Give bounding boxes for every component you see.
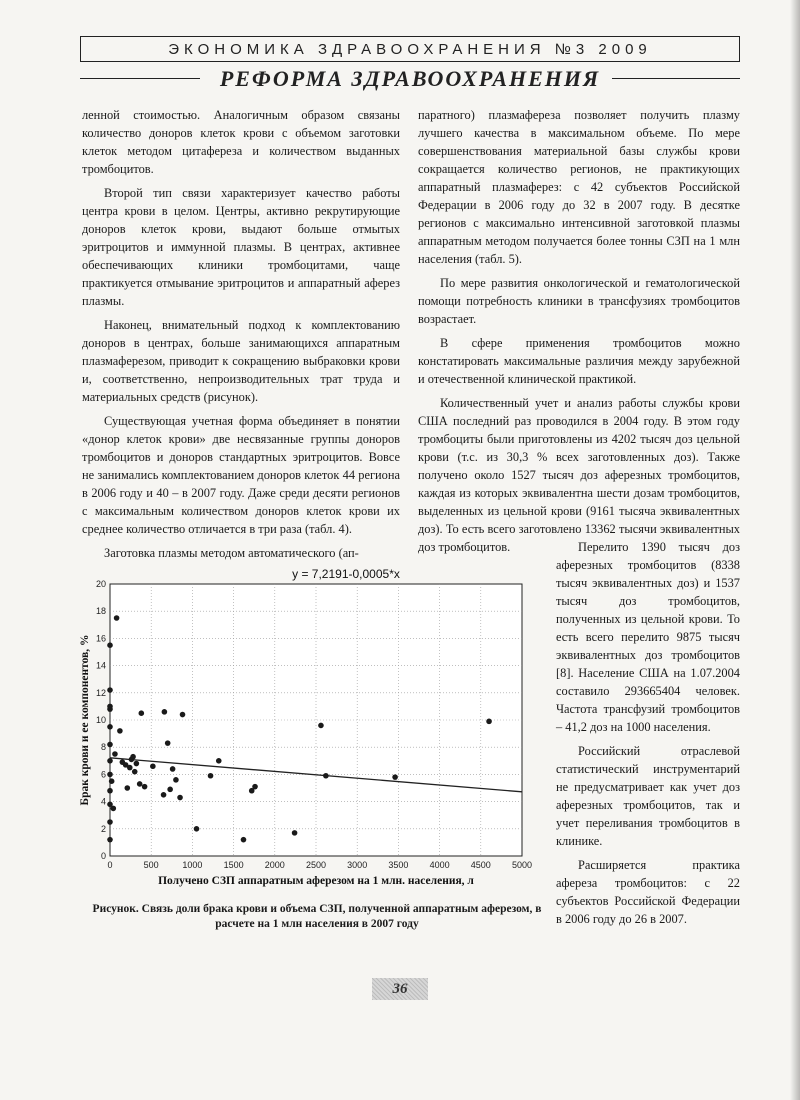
y-tick-label: 10 — [95, 715, 106, 725]
data-point — [241, 837, 247, 843]
data-point — [177, 795, 183, 801]
right-column — [418, 106, 740, 556]
y-tick-label: 16 — [95, 633, 106, 644]
x-tick-label: 3500 — [388, 860, 409, 870]
data-point — [107, 788, 113, 794]
section-title: РЕФОРМА ЗДРАВООХРАНЕНИЯ — [219, 66, 601, 91]
paragraph: Заготовка плазмы методом автоматического (ап- — [104, 546, 359, 560]
data-point — [134, 761, 140, 767]
data-point — [107, 742, 113, 748]
x-axis-label: Получено СЗП аппаратным аферезом на 1 млн. населения, л — [158, 875, 474, 887]
data-point — [107, 758, 113, 764]
data-point — [114, 615, 120, 621]
data-point — [323, 773, 329, 779]
left-column — [82, 106, 400, 562]
x-tick-label: 3000 — [347, 860, 368, 870]
y-tick-label: 2 — [100, 823, 106, 834]
data-point — [167, 787, 173, 793]
data-point — [139, 710, 145, 716]
data-point — [150, 763, 156, 769]
data-point — [173, 777, 179, 783]
paragraph: ленной стоимостью. Аналогичным образом связаны количество доноров клеток крови с объемом заготовки клеток методом цитафереза и количеством выданных тромбоцитов. — [82, 108, 400, 176]
x-tick-label: 0 — [107, 860, 113, 870]
y-tick-label: 14 — [95, 660, 106, 671]
x-tick-label: 5000 — [511, 860, 533, 870]
y-tick-label: 8 — [100, 742, 106, 753]
data-point — [107, 642, 113, 648]
page-number: 36 — [372, 978, 428, 1000]
data-point — [162, 709, 168, 715]
data-point — [125, 785, 131, 791]
data-point — [208, 773, 214, 779]
data-point — [318, 723, 324, 729]
paragraph: Второй тип связи характеризует качество работы центра крови в целом. Центры, активно рекрутирующие доноров клеток крови, выдают больше отмытых эритроцитов и иммунной плазмы. В центрах, активнее обеспечивающих клиники тромбоцитами, чаще практикуется отмывание эритроцитов и аппаратный аферез плазмы. — [82, 186, 400, 308]
data-point — [130, 754, 136, 760]
paragraph: По мере развития онкологической и гематологической помощи потребность клиники в трансфузиях тромбоцитов возрастает. — [418, 276, 740, 326]
y-tick-label: 20 — [95, 579, 106, 589]
figure-caption: Рисунок. Связь доли брака крови и объема СЗП, полученной аппаратным аферезом, в расчете на 1 млн населения в 2007 году — [92, 903, 542, 930]
data-point — [110, 806, 116, 812]
paragraph: паратного) плазмафереза позволяет получить плазму лучшего качества в максимальном объеме. По мере совершенствования материальной базы службы крови сокращается количество регионов, не практикующих аппаратный плазмаферез: с 42 субъектов Российской Федерации в 2006 году до 32 в 2007 году. В десятке регионов с максимально интенсивной заготовкой плазмы аппаратным методом получается более тонны СЗП на 1 млн населения (табл. 5). — [418, 108, 740, 266]
data-point — [109, 778, 115, 784]
data-point — [486, 719, 492, 725]
data-point — [107, 819, 113, 825]
x-tick-label: 1500 — [223, 860, 244, 870]
scan-edge-shadow — [790, 0, 800, 1100]
data-point — [137, 781, 143, 787]
data-point — [117, 728, 123, 734]
journal-header: ЭКОНОМИКА ЗДРАВООХРАНЕНИЯ №3 2009 — [80, 36, 740, 62]
data-point — [170, 766, 176, 772]
data-point — [132, 769, 138, 775]
paragraph: Российский отраслевой статистический инструментарий не предусматривает как учет доз аферезных тромбоцитов, так и учет переливания тромбоцитов в клинике. — [556, 744, 740, 848]
data-point — [292, 830, 298, 836]
data-point — [107, 724, 113, 730]
data-point — [161, 792, 167, 798]
x-tick-label: 4000 — [429, 860, 450, 870]
paragraph: Существующая учетная форма объединяет в понятии «донор клеток крови» две несвязанные группы доноров тромбоцитов и доноров стандартных эритроцитов. Вовсе не занимались комплектованием доноров клеток 44 региона в 2006 году и 40 – в 2007 году. Даже среди десяти регионов с максимальным количеством доноров клеток крови их среднее количество отличается в три раза (табл. 4). — [82, 414, 400, 536]
data-point — [107, 772, 113, 778]
data-point — [252, 784, 258, 790]
y-tick-label: 4 — [100, 796, 106, 807]
x-tick-label: 4500 — [470, 860, 491, 870]
data-point — [107, 706, 113, 712]
chart-title: y = 7,2191-0,0005*x — [292, 567, 400, 581]
y-tick-label: 12 — [95, 687, 106, 698]
data-point — [165, 740, 171, 746]
y-axis-label: Брак крови и ее компонентов, % — [79, 634, 91, 806]
x-tick-label: 1000 — [182, 860, 203, 870]
data-point — [107, 687, 113, 693]
paragraph: В сфере применения тромбоцитов можно констатировать максимальные различия между зарубежной и отечественной клинической практикой. — [418, 336, 740, 386]
y-tick-label: 18 — [95, 606, 106, 617]
x-tick-label: 2000 — [264, 860, 285, 870]
paragraph: Количественный учет и анализ работы службы крови США последний раз проводился в 2004 году. В этом году тромбоциты были приготовлены из 4202 тысяч доз цельной крови (т.с. из 30,3 % всех заготовленных доз). Также получено около 1527 тысяч доз аферезных тромбоцитов, каждая из которых эквивалентна шести дозам тромбоцитов, выделенных из цельной крови (9161 тысяча эквивалентных доз). То есть всего заготовлено 13362 тысячи эквивалентных доз тромбоцитов. — [418, 396, 740, 554]
x-tick-label: 500 — [143, 860, 159, 870]
right-column-narrow — [556, 538, 740, 928]
paragraph: Расширяется практика афереза тромбоцитов: с 22 субъектов Российской Федерации в 2006 году до 26 в 2007. — [556, 858, 740, 926]
data-point — [112, 751, 118, 757]
y-tick-label: 6 — [100, 769, 106, 780]
data-point — [194, 826, 200, 832]
paragraph: Наконец, внимательный подход к комплектованию доноров в центрах, больше занимающихся аппаратным плазмаферезом, приводит к сокращению выбраковки крови и, соответственно, непроизводительных трат труда и материальных средств (рисунок). — [82, 318, 400, 404]
data-point — [142, 784, 148, 790]
scatter-chart — [78, 562, 548, 892]
data-point — [216, 758, 222, 764]
x-tick-label: 2500 — [305, 860, 327, 870]
data-point — [180, 712, 186, 718]
data-point — [107, 837, 113, 843]
paragraph: Перелито 1390 тысяч доз аферезных тромбоцитов (8338 тысяч эквивалентных доз) и 1537 тысяч доз тромбоцитов, полученных из цельной крови. То есть всего перелито 9875 тысяч эквивалентных доз тромбоцитов [8]. Население США на 1.07.2004 составило 293665404 человек. Частота трансфузий тромбоцитов – 41,2 доз на 1000 населения. — [556, 540, 740, 734]
data-point — [127, 765, 133, 771]
data-point — [392, 774, 398, 780]
y-tick-label: 0 — [100, 851, 106, 861]
